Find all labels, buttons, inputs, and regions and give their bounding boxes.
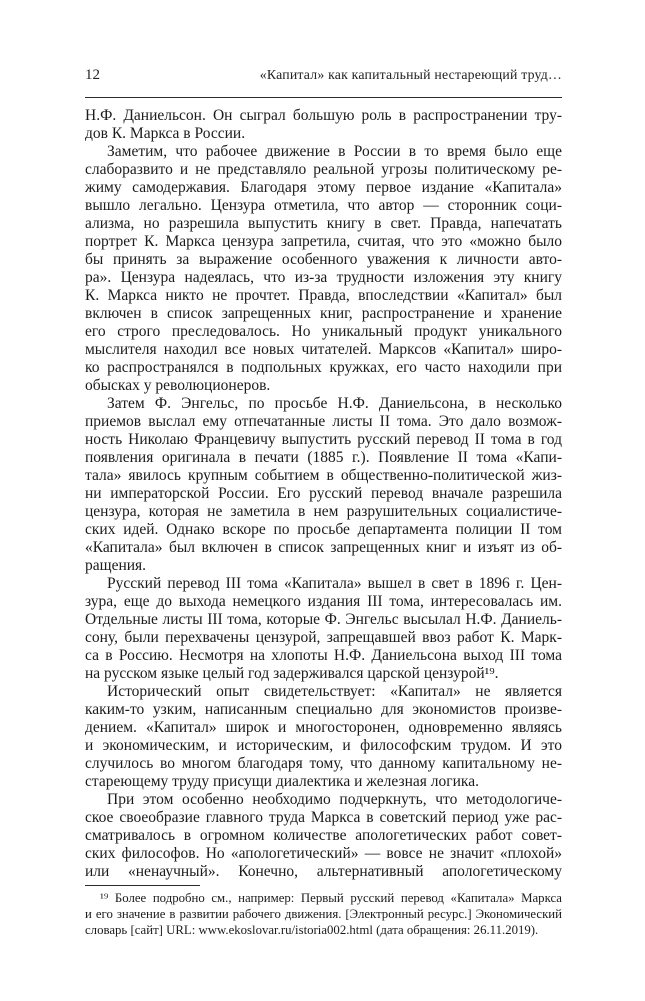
- text-line: дением. «Капитал» широк и многосторонен, одновременно являясь: [85, 719, 562, 736]
- paragraph: [85, 395, 562, 575]
- text-line: мыслителя находил все новых читателей. Марксов «Капитал» широ-: [85, 341, 562, 358]
- text-line: Русский перевод III тома «Капитала» вышел в свет в 1896 г. Цен-: [107, 575, 562, 592]
- text-line: словарь [сайт] URL: www.ekoslovar.ru/istoria002.html (дата обращения: 26.11.2019).: [85, 923, 539, 937]
- text-line: ализма, но разрешила выпустить книгу в свет. Правда, напечатать: [85, 215, 562, 232]
- text-line: зура, еще до выхода немецкого издания III тома, интересовалась им.: [85, 593, 562, 610]
- paragraph: [85, 107, 562, 143]
- text-line: его строго преследовалось. Но уникальный продукт уникального: [85, 323, 562, 340]
- text-line: ко распространялся в подпольных кружках, его часто находили при: [85, 359, 562, 376]
- text-line: ских философов. Но «апологетический» — вовсе не значит «плохой»: [85, 845, 562, 862]
- text-line: жиму самодержавия. Благодаря этому первое издание «Капитала»: [85, 179, 562, 196]
- text-line: слаборазвито и не представляло реальной угрозы политическому ре-: [85, 161, 562, 178]
- text-line: ра». Цензура надеялась, что из-за трудности изложения эту книгу: [85, 269, 562, 286]
- text-line: тала» явилось крупным событием в общественно-политической жиз-: [85, 467, 562, 484]
- page-header: [85, 66, 562, 84]
- text-line: дов К. Маркса в России.: [85, 125, 246, 142]
- footnote: [85, 890, 562, 938]
- text-line: ских идей. Однако вскоре по просьбе департамента полиции II том: [85, 521, 562, 538]
- footnote-divider: [85, 885, 200, 886]
- text-line: Заметим, что рабочее движение в России в то время было еще: [107, 143, 562, 160]
- running-title: «Капитал» как капитальный нестареющий труд…: [259, 67, 562, 82]
- body-text: [85, 107, 562, 881]
- text-line: и экономическим, и историческим, и философским трудом. И это: [85, 737, 562, 754]
- text-line: ское своеобразие главного труда Маркса в советский период уже рас-: [85, 809, 562, 826]
- paragraph: [85, 575, 562, 683]
- text-line: на русском языке целый год задерживался царской цензурой¹⁹.: [85, 665, 499, 682]
- header-divider: [85, 97, 562, 98]
- text-line: «Капитала» был включен в список запрещенных книг и изъят из об-: [85, 539, 562, 556]
- text-line: ность Николаю Францевичу выпустить русский перевод II тома в год: [85, 431, 562, 448]
- text-line: обысках у революционеров.: [85, 377, 271, 394]
- text-line: Отдельные листы III тома, которые Ф. Энгельс высылал Н.Ф. Даниель-: [85, 611, 562, 628]
- text-line: приемов выслал ему отпечатанные листы II тома. Это дало возмож-: [85, 413, 562, 430]
- text-line: Н.Ф. Даниельсон. Он сыграл большую роль в распространении тру-: [85, 107, 562, 124]
- text-line: Исторический опыт свидетельствует: «Капитал» не является: [107, 683, 562, 700]
- text-line: цензура, которая не заметила в нем разрушительных социалистиче-: [85, 503, 562, 520]
- text-line: са в Россию. Несмотря на хлопоты Н.Ф. Даниельсона выход III тома: [85, 647, 562, 664]
- text-line: случилось во многом благодаря тому, что данному капитальному не-: [85, 755, 562, 772]
- text-line: каким-то узким, написанным специально для экономистов произве-: [85, 701, 562, 718]
- paragraph: [85, 143, 562, 395]
- page-content: [85, 66, 562, 938]
- text-line: сону, были перехвачены цензурой, запрещавшей ввоз работ К. Марк-: [85, 629, 562, 646]
- text-line: ни императорской России. Его русский перевод вначале разрешила: [85, 485, 562, 502]
- text-line: появления оригинала в печати (1885 г.). Появление II тома «Капи-: [85, 449, 562, 466]
- paragraph: [85, 791, 562, 881]
- text-line: К. Маркса никто не прочтет. Правда, впоследствии «Капитал» был: [85, 287, 562, 304]
- text-line: сматривалось в огромном количестве апологетических работ совет-: [85, 827, 562, 844]
- page-number: 12: [85, 67, 100, 83]
- text-line: портрет К. Маркса цензура запретила, считая, что это «можно было: [85, 233, 562, 250]
- text-line: Затем Ф. Энгельс, по просьбе Н.Ф. Даниельсона, в несколько: [107, 395, 562, 412]
- text-line: и его значение в развитии рабочего движения. [Электронный ресурс.] Экономический: [85, 907, 562, 921]
- text-line: ¹⁹ Более подробно см., например: Первый русский перевод «Капитала» Маркса: [100, 891, 562, 905]
- text-line: стареющему труду присущи диалектика и железная логика.: [85, 773, 479, 790]
- paragraph: [85, 683, 562, 791]
- text-line: включен в список запрещенных книг, распространение и хранение: [85, 305, 562, 322]
- text-line: или «ненаучный». Конечно, альтернативный апологетическому: [85, 863, 562, 880]
- text-line: вышло легально. Цензура отметила, что автор — сторонник соци-: [85, 197, 562, 214]
- text-line: бы принять за выражение особенного уважения к личности авто-: [85, 251, 562, 268]
- text-line: ращения.: [85, 557, 147, 574]
- text-line: При этом особенно необходимо подчеркнуть, что методологиче-: [107, 791, 562, 808]
